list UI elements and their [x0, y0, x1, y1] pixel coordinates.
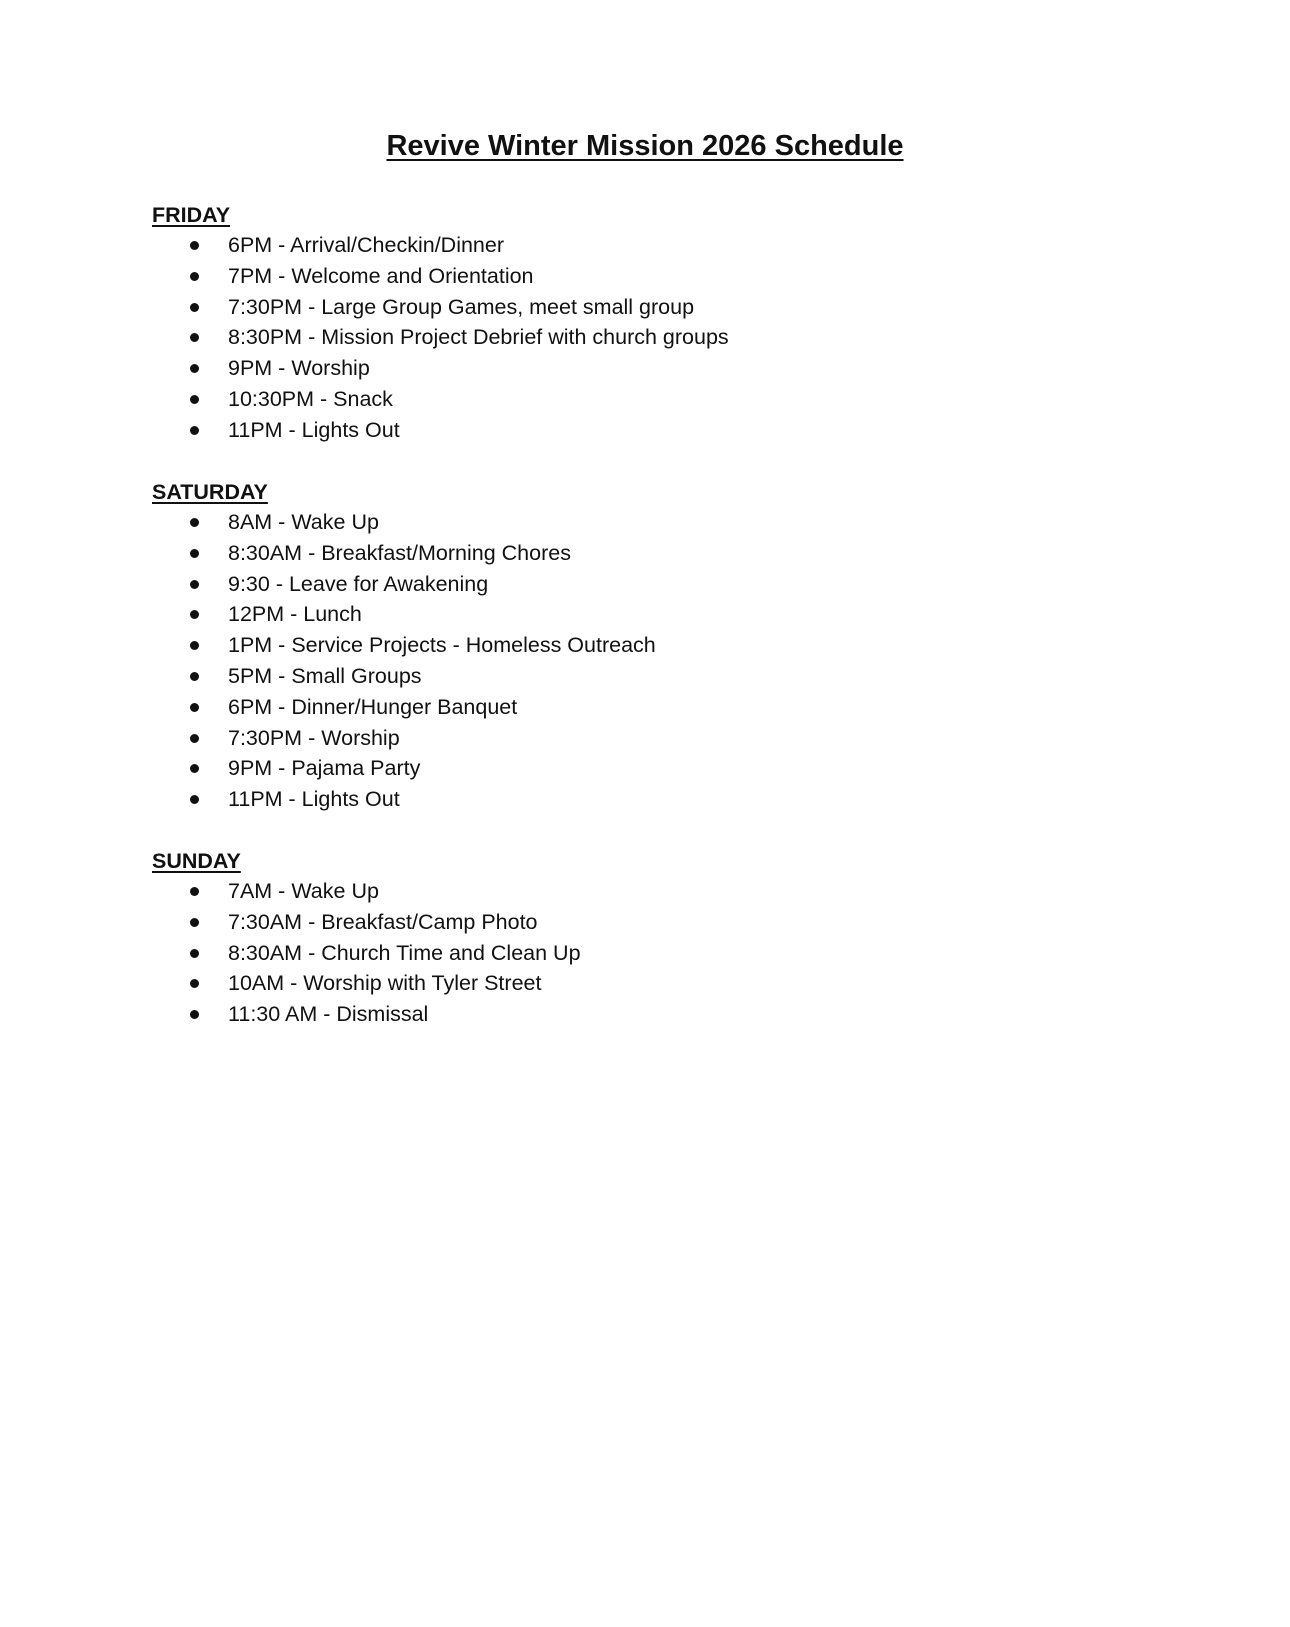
schedule-item: [152, 292, 1152, 323]
schedule-item-text: 8:30AM - Church Time and Clean Up: [228, 940, 581, 965]
schedule-item-text: 1PM - Service Projects - Homeless Outreach: [228, 633, 656, 658]
schedule-item: [152, 322, 1152, 353]
schedule-item-text: 8:30AM - Breakfast/Morning Chores: [228, 540, 571, 565]
schedule-item: [152, 353, 1152, 384]
bullet-icon: [190, 764, 199, 773]
schedule-list: [152, 876, 1152, 1030]
schedule-item-text: 7:30PM - Large Group Games, meet small group: [228, 294, 695, 319]
bullet-icon: [190, 333, 199, 342]
schedule-item-text: 8:30PM - Mission Project Debrief with church groups: [228, 325, 729, 350]
schedule-item-text: 11PM - Lights Out: [228, 787, 400, 812]
schedule-item-text: 11PM - Lights Out: [228, 417, 400, 442]
bullet-icon: [190, 518, 199, 527]
schedule-item: [152, 599, 1152, 630]
schedule-item: [152, 876, 1152, 907]
schedule-item-text: 9PM - Pajama Party: [228, 756, 421, 781]
schedule-item-text: 7PM - Welcome and Orientation: [228, 263, 534, 288]
schedule-item: [152, 692, 1152, 723]
bullet-icon: [190, 241, 199, 250]
schedule-item-text: 6PM - Arrival/Checkin/Dinner: [228, 233, 505, 257]
schedule-item: [152, 538, 1152, 569]
schedule-item: [152, 507, 1152, 538]
schedule-item: [152, 661, 1152, 692]
bullet-icon: [190, 610, 199, 619]
schedule-item-text: 7AM - Wake Up: [228, 879, 379, 903]
schedule-item-text: 7:30PM - Worship: [228, 725, 400, 750]
schedule-item-text: 8AM - Wake Up: [228, 510, 379, 534]
schedule-list: [152, 230, 1152, 446]
bullet-icon: [190, 795, 199, 804]
schedule-item-text: 10AM - Worship with Tyler Street: [228, 971, 542, 996]
bullet-icon: [190, 1010, 199, 1019]
schedule-item-text: 9:30 - Leave for Awakening: [228, 571, 489, 596]
bullet-icon: [190, 979, 199, 988]
day-heading: FRIDAY: [152, 203, 231, 227]
day-heading: SATURDAY: [152, 480, 268, 504]
bullet-icon: [190, 734, 199, 743]
schedule-item: [152, 230, 1152, 261]
day-section-saturday: [152, 477, 1152, 815]
schedule-item: [152, 723, 1152, 754]
schedule-item-text: 11:30 AM - Dismissal: [228, 1002, 429, 1027]
schedule-item-text: 9PM - Worship: [228, 356, 370, 381]
schedule-item-text: 6PM - Dinner/Hunger Banquet: [228, 694, 518, 719]
schedule-list: [152, 507, 1152, 815]
schedule-item: [152, 630, 1152, 661]
schedule-item: [152, 784, 1152, 815]
schedule-item: [152, 999, 1152, 1030]
bullet-icon: [190, 672, 199, 681]
schedule-item-text: 5PM - Small Groups: [228, 663, 422, 688]
bullet-icon: [190, 918, 199, 927]
schedule-item: [152, 384, 1152, 415]
bullet-icon: [190, 426, 199, 435]
bullet-icon: [190, 641, 199, 650]
bullet-icon: [190, 364, 199, 373]
schedule-item: [152, 753, 1152, 784]
bullet-icon: [190, 887, 199, 896]
document-title: Revive Winter Mission 2026 Schedule: [386, 130, 904, 162]
bullet-icon: [190, 949, 199, 958]
bullet-icon: [190, 303, 199, 312]
schedule-item: [152, 968, 1152, 999]
schedule-item-text: 7:30AM - Breakfast/Camp Photo: [228, 909, 538, 934]
schedule-item-text: 12PM - Lunch: [228, 602, 362, 627]
schedule-item: [152, 261, 1152, 292]
bullet-icon: [190, 549, 199, 558]
bullet-icon: [190, 272, 199, 281]
day-section-sunday: [152, 846, 1152, 1030]
day-section-friday: [152, 200, 1152, 446]
day-heading: SUNDAY: [152, 849, 241, 873]
schedule-item: [152, 907, 1152, 938]
schedule-item: [152, 938, 1152, 969]
bullet-icon: [190, 395, 199, 404]
schedule-item: [152, 415, 1152, 446]
schedule-item-text: 10:30PM - Snack: [228, 386, 393, 411]
bullet-icon: [190, 703, 199, 712]
schedule-item: [152, 569, 1152, 600]
bullet-icon: [190, 580, 199, 589]
